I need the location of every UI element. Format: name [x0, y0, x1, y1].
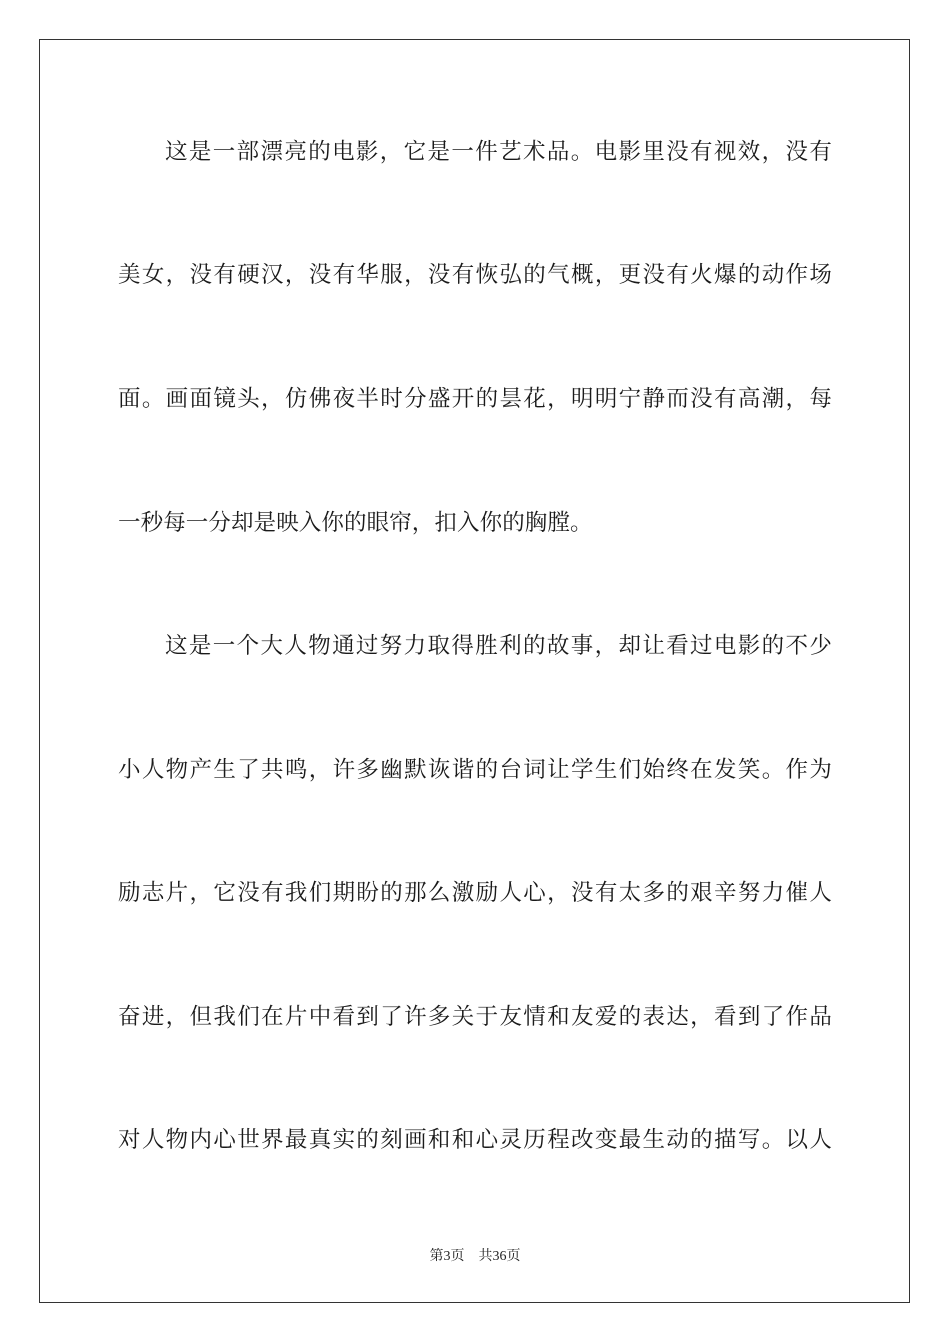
paragraph-1-line-2: 美女，没有硬汉，没有华服，没有恢弘的气概，更没有火爆的动作场 [118, 262, 832, 288]
paragraph-2-line-4: 奋进，但我们在片中看到了许多关于友情和友爱的表达，看到了作品 [118, 1004, 832, 1030]
page-footer [0, 1248, 950, 1266]
paragraph-1-line-4: 一秒每一分却是映入你的眼帘，扣入你的胸膛。 [118, 510, 593, 536]
page-total: 共36页 [478, 1249, 521, 1264]
paragraph-1-line-1: 这是一部漂亮的电影，它是一件艺术品。电影里没有视效，没有 [165, 139, 832, 165]
paragraph-2-line-2: 小人物产生了共鸣，许多幽默诙谐的台词让学生们始终在发笑。作为 [118, 757, 832, 783]
paragraph-2-line-5: 对人物内心世界最真实的刻画和和心灵历程改变最生动的描写。以人 [118, 1127, 832, 1153]
paragraph-2-line-1: 这是一个大人物通过努力取得胜利的故事，却让看过电影的不少 [165, 633, 832, 659]
paragraph-2-line-3: 励志片，它没有我们期盼的那么激励人心，没有太多的艰辛努力催人 [118, 880, 832, 906]
paragraph-1-line-3: 面。画面镜头，仿佛夜半时分盛开的昙花，明明宁静而没有高潮，每 [118, 386, 832, 412]
page-border [39, 39, 910, 1303]
page-number: 第3页 [429, 1249, 465, 1264]
